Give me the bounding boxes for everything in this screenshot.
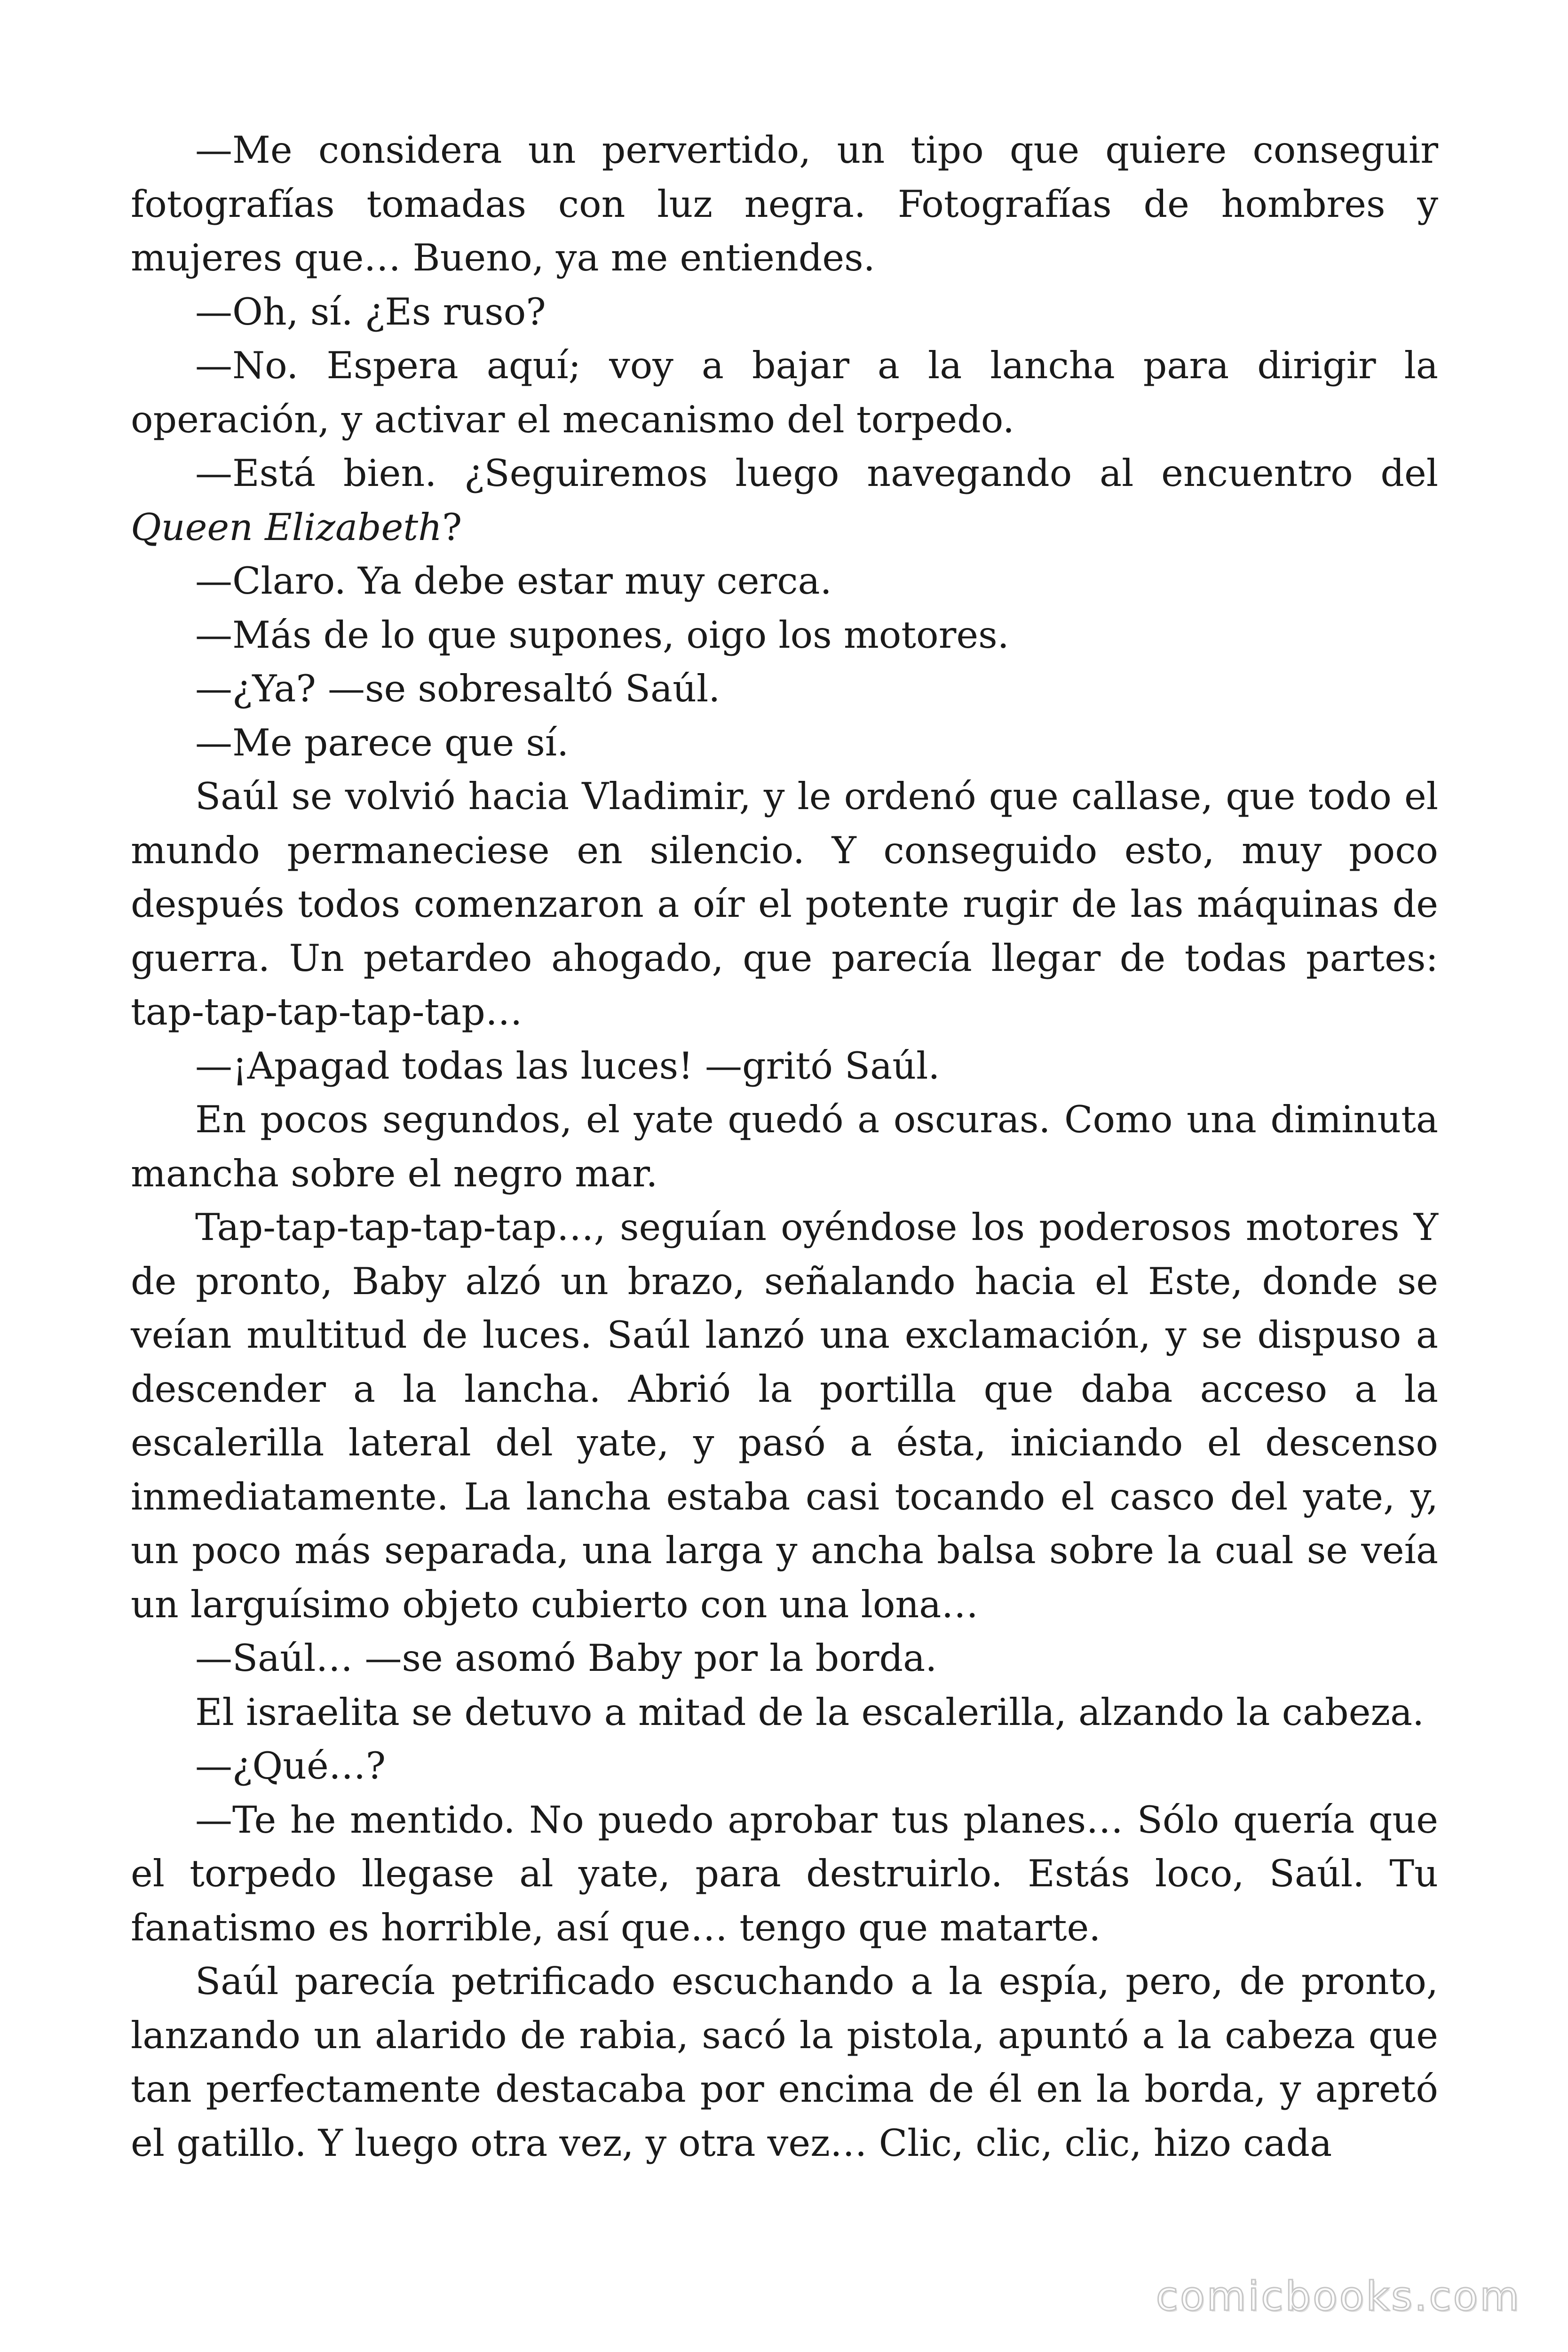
paragraph: —Claro. Ya debe estar muy cerca. [195, 559, 832, 603]
paragraph: —Me parece que sí. [195, 721, 569, 764]
ship-name: Queen Elizabeth [131, 505, 443, 549]
paragraph: Tap-tap-tap-tap-tap…, seguían oyéndose los poderosos motores Y de pronto, Baby alzó un brazo, señalando hacia el Este, donde se veían multitud de luces. Saúl lanzó una exclamación, y se dispuso a descender a la lancha. Abrió la portilla que daba acceso a la escalerilla lateral del yate, y pasó a ésta, iniciando el descenso inmediatamente. La lancha estaba casi tocando el casco del yate, y, un poco más separada, una larga y ancha balsa sobre la cual se veía un larguísimo objeto cubierto con una lona… [131, 1206, 1438, 1626]
paragraph: —¿Ya? —se sobresaltó Saúl. [195, 667, 721, 710]
paragraph: El israelita se detuvo a mitad de la escalerilla, alzando la cabeza. [195, 1690, 1425, 1734]
paragraph: Saúl se volvió hacia Vladimir, y le ordenó que callase, que todo el mundo permaneciese en silencio. Y conseguido esto, muy poco después todos comenzaron a oír el potente rugir de las máquinas de guerra. Un petardeo ahogado, que parecía llegar de todas partes: tap-tap-tap-tap-tap… [131, 775, 1438, 1033]
paragraph-queen-elizabeth [131, 446, 1438, 554]
paragraph-text: —Está bien. ¿Seguiremos luego navegando al encuentro del [195, 452, 1438, 495]
paragraph: —No. Espera aquí; voy a bajar a la lancha para dirigir la operación, y activar el mecanismo del torpedo. [131, 344, 1438, 441]
paragraph: —Más de lo que supones, oigo los motores. [195, 613, 1009, 657]
watermark-logo: comicbooks.com [1156, 2273, 1521, 2320]
paragraph: —¡Apagad todas las luces! —gritó Saúl. [195, 1044, 940, 1088]
paragraph: —Te he mentido. No puedo aprobar tus planes… Sólo quería que el torpedo llegase al yate, para destruirlo. Estás loco, Saúl. Tu fanatismo es horrible, así que… tengo que matarte. [131, 1798, 1438, 1949]
paragraph: —¿Qué…? [195, 1744, 386, 1788]
paragraph: Saúl parecía petrificado escuchando a la espía, pero, de pronto, lanzando un alarido de rabia, sacó la pistola, apuntó a la cabeza que tan perfectamente destacaba por encima de él en la borda, y apretó el gatillo. Y luego otra vez, y otra vez… Clic, clic, clic, hizo cada [131, 1960, 1438, 2165]
paragraph: —Me considera un pervertido, un tipo que quiere conseguir fotografías tomadas con luz negra. Fotografías de hombres y mujeres que… Bueno, ya me entiendes. [131, 128, 1438, 279]
paragraph: En pocos segundos, el yate quedó a oscuras. Como una diminuta mancha sobre el negro mar. [131, 1098, 1438, 1195]
paragraph-text: ? [442, 505, 462, 549]
paragraph: —Saúl… —se asomó Baby por la borda. [195, 1637, 937, 1680]
paragraph: —Oh, sí. ¿Es ruso? [195, 290, 546, 334]
page-body-text [131, 123, 1438, 2170]
